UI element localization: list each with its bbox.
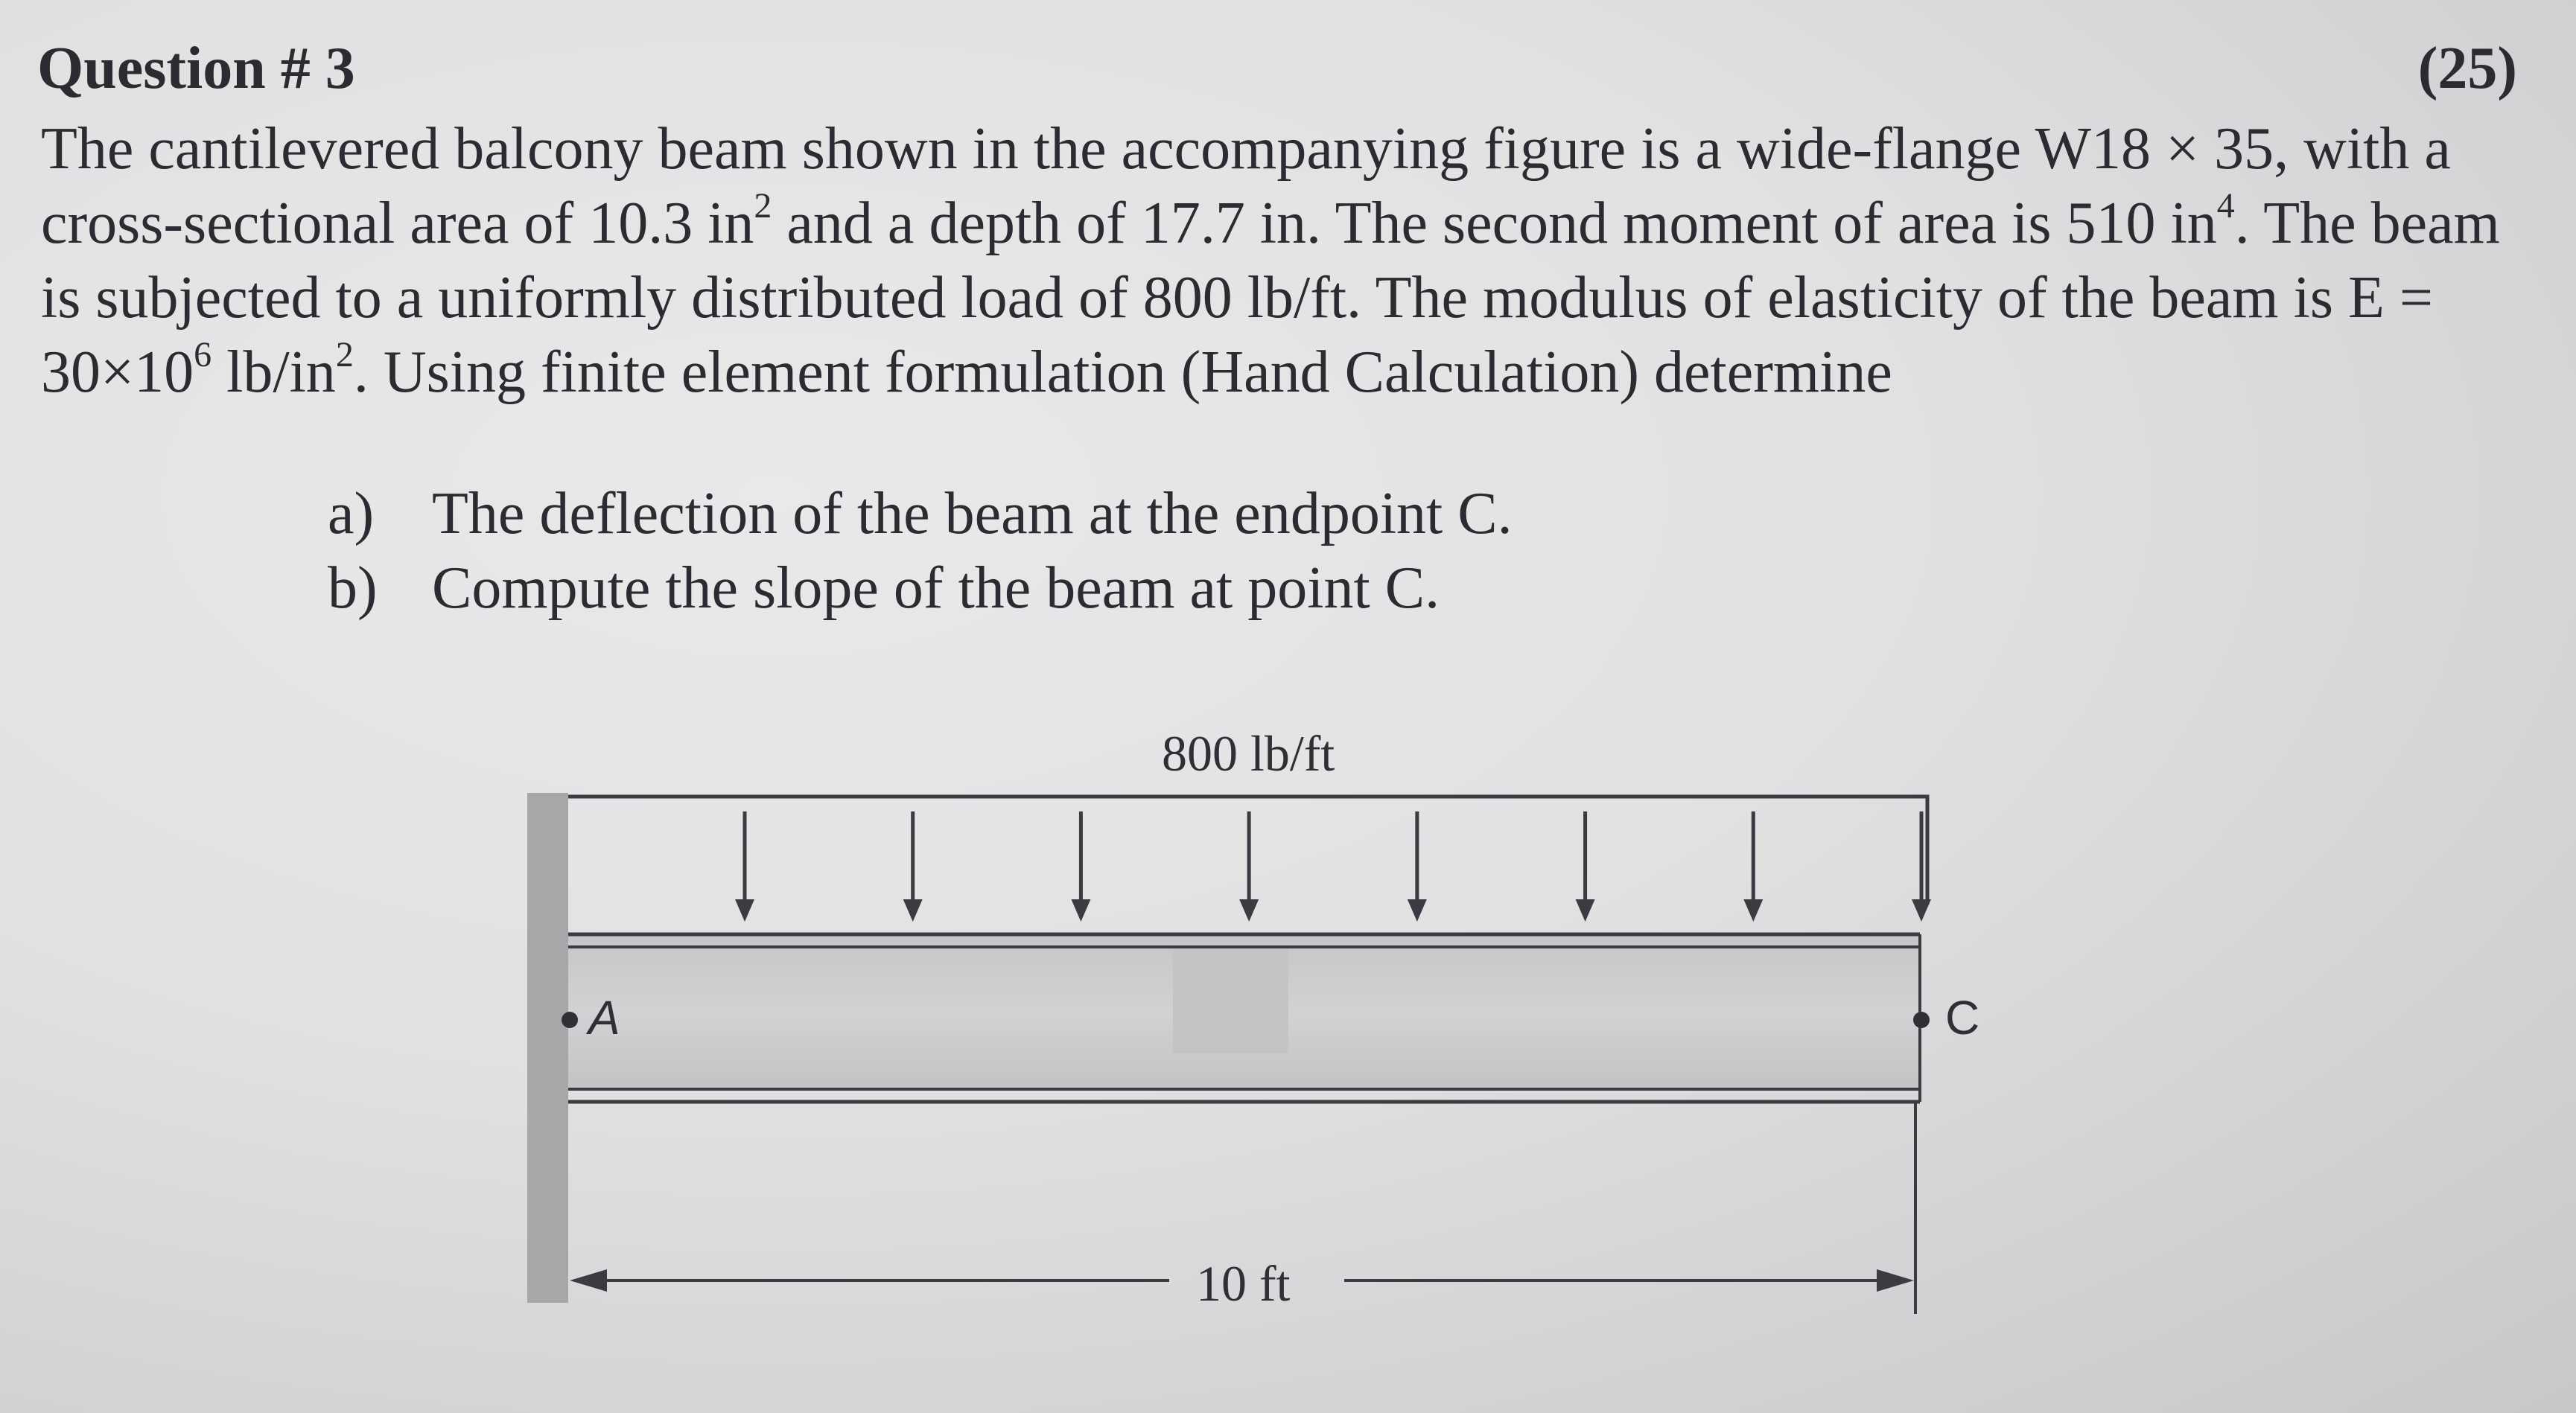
load-arrow-head [735,899,754,922]
dimension-arrow-right [1877,1269,1914,1292]
load-arrow-head [1912,899,1931,922]
question-points: (25) [2417,36,2517,101]
load-arrow-head [1576,899,1595,922]
load-arrow-head [1408,899,1427,922]
statement-sup-modulus: 6 [194,335,212,374]
statement-part-5: . Using finite element formulation (Hand Calculation) determine [353,339,1892,405]
load-arrows [735,811,1931,922]
statement-part-4: lb/in [212,339,336,405]
beam-shadow [1173,949,1288,1053]
statement-part-1: The cantilevered balcony beam shown in the accompanying figure is a wide-flange W18 × 35, with a cross-sectional area of 10.3 in [41,116,2451,256]
statement-sup-area: 2 [754,186,772,226]
part-a-text: The deflection of the beam at the endpoint C. [432,481,1513,546]
load-arrow-head [1071,899,1090,922]
point-a-label: A [588,991,620,1044]
point-c-marker [1913,1012,1930,1028]
part-b-text: Compute the slope of the beam at point C. [432,555,1440,621]
statement-sup-inertia: 4 [2216,186,2235,226]
point-c-label: C [1945,991,1980,1044]
part-a-marker: a) [328,481,375,546]
load-arrow-head [1743,899,1763,922]
load-arrow-head [1239,899,1259,922]
point-a-marker [562,1012,578,1028]
load-label: 800 lb/ft [1162,725,1335,782]
statement-sup-units: 2 [335,335,354,374]
question-title: Question # 3 [37,36,355,101]
load-arrow-head [903,899,923,922]
span-label: 10 ft [1196,1255,1291,1312]
wall-support [527,793,568,1303]
statement-part-3: . The beam is subjected to a uniformly distributed load of 800 lb/ft. The modulus of elasticity of the beam is E = 30×10 [41,191,2500,405]
statement-part-2: and a depth of 17.7 in. The second moment of area is 510 in [772,191,2217,256]
dimension-arrow-left [570,1269,607,1292]
part-b-marker: b) [328,555,378,621]
